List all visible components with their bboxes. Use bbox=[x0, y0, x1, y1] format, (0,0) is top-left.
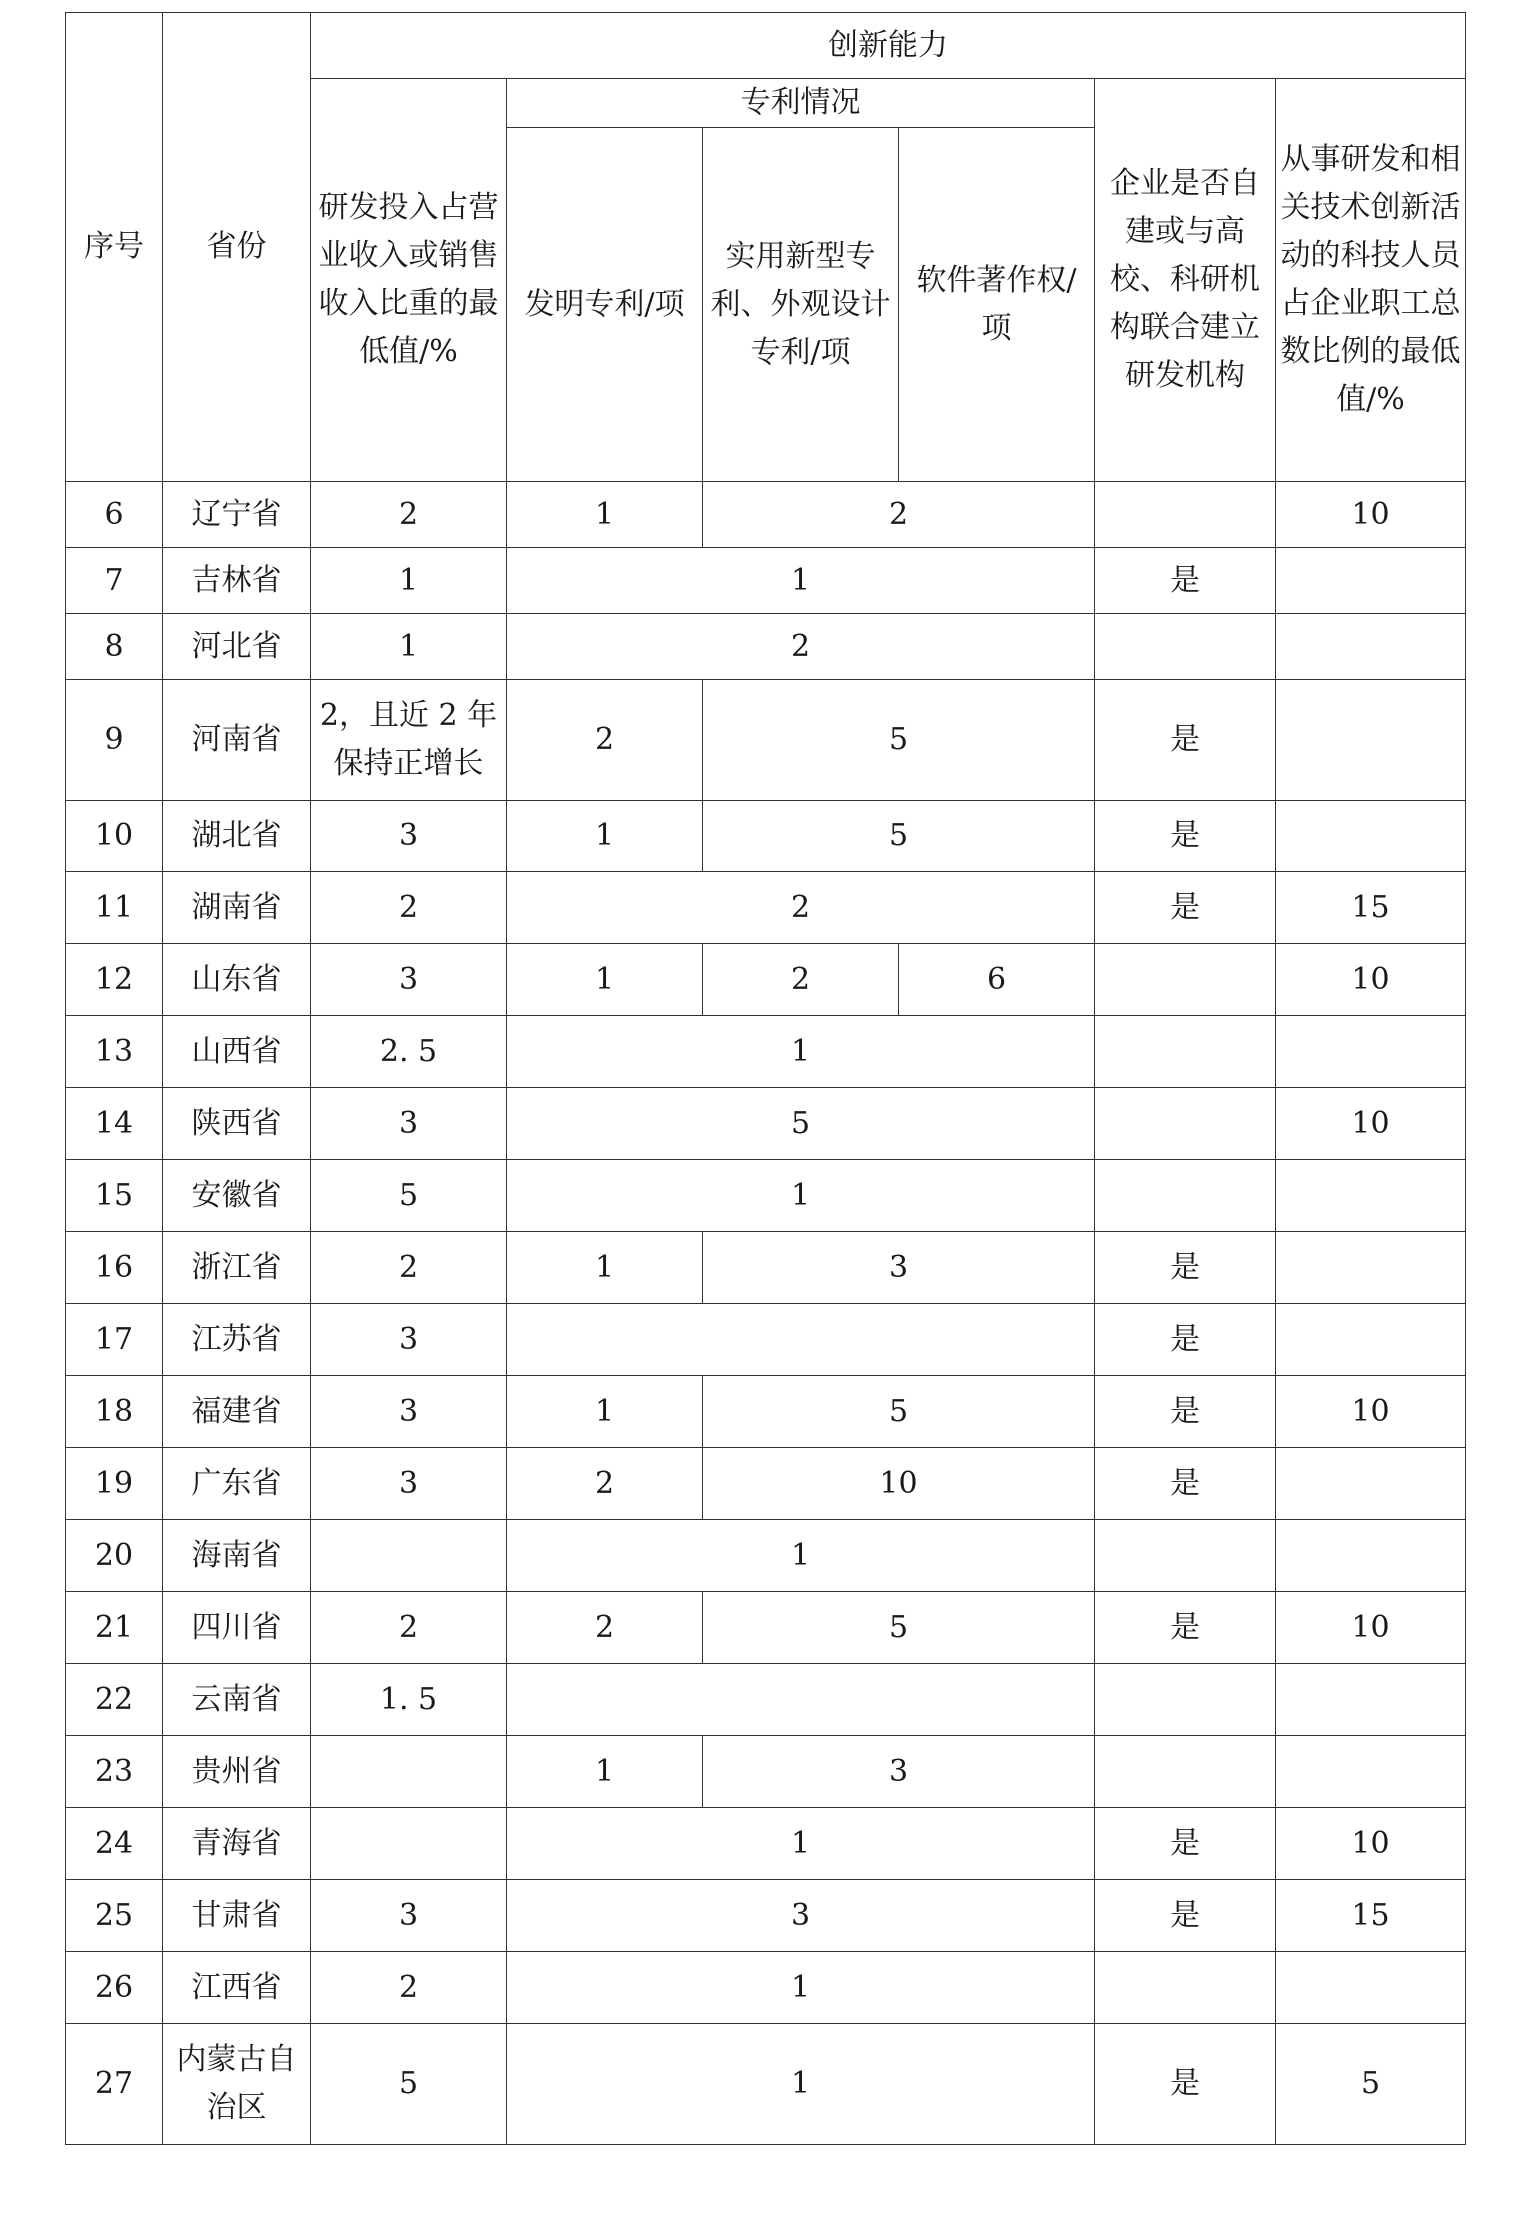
cell-utility_software: 10 bbox=[703, 1448, 1095, 1520]
cell-joint bbox=[1095, 1520, 1276, 1592]
cell-staff bbox=[1276, 1016, 1466, 1088]
cell-rd: 2，且近 2 年保持正增长 bbox=[311, 680, 507, 801]
cell-rd: 2 bbox=[311, 1232, 507, 1304]
cell-invention: 1 bbox=[507, 1736, 703, 1808]
cell-all_patents: 1 bbox=[507, 2024, 1095, 2145]
table-row bbox=[66, 2024, 1466, 2145]
cell-province: 山东省 bbox=[163, 944, 311, 1016]
cell-seq: 27 bbox=[66, 2024, 163, 2145]
table-row bbox=[66, 680, 1466, 801]
table-row bbox=[66, 1088, 1466, 1160]
cell-seq: 12 bbox=[66, 944, 163, 1016]
header-joint-rd: 企业是否自建或与高校、科研机构联合建立研发机构 bbox=[1095, 79, 1276, 482]
cell-staff bbox=[1276, 1952, 1466, 2024]
cell-utility_software: 5 bbox=[703, 1376, 1095, 1448]
cell-rd: 3 bbox=[311, 1304, 507, 1376]
table-row bbox=[66, 1160, 1466, 1232]
table-row bbox=[66, 1808, 1466, 1880]
cell-seq: 9 bbox=[66, 680, 163, 801]
cell-staff bbox=[1276, 1304, 1466, 1376]
cell-invention: 1 bbox=[507, 801, 703, 872]
cell-all_patents: 5 bbox=[507, 1088, 1095, 1160]
cell-utility_software: 5 bbox=[703, 680, 1095, 801]
cell-province: 广东省 bbox=[163, 1448, 311, 1520]
cell-rd: 5 bbox=[311, 1160, 507, 1232]
cell-joint bbox=[1095, 1088, 1276, 1160]
cell-rd: 3 bbox=[311, 1376, 507, 1448]
cell-seq: 18 bbox=[66, 1376, 163, 1448]
table-row bbox=[66, 1016, 1466, 1088]
cell-province: 贵州省 bbox=[163, 1736, 311, 1808]
cell-province: 云南省 bbox=[163, 1664, 311, 1736]
cell-province: 青海省 bbox=[163, 1808, 311, 1880]
cell-utility: 2 bbox=[703, 944, 899, 1016]
header-staff-ratio: 从事研发和相关技术创新活动的科技人员占企业职工总数比例的最低值/% bbox=[1276, 79, 1466, 482]
cell-joint: 是 bbox=[1095, 801, 1276, 872]
cell-seq: 17 bbox=[66, 1304, 163, 1376]
cell-staff bbox=[1276, 680, 1466, 801]
cell-province: 河北省 bbox=[163, 614, 311, 680]
cell-rd: 3 bbox=[311, 1088, 507, 1160]
cell-joint: 是 bbox=[1095, 2024, 1276, 2145]
cell-utility_software: 5 bbox=[703, 1592, 1095, 1664]
cell-joint: 是 bbox=[1095, 1880, 1276, 1952]
cell-utility_software: 2 bbox=[703, 482, 1095, 548]
cell-joint bbox=[1095, 614, 1276, 680]
header-patents: 专利情况 bbox=[507, 79, 1095, 128]
cell-staff: 10 bbox=[1276, 1376, 1466, 1448]
cell-joint: 是 bbox=[1095, 1448, 1276, 1520]
cell-seq: 7 bbox=[66, 548, 163, 614]
table-row bbox=[66, 482, 1466, 548]
cell-all_patents: 1 bbox=[507, 1160, 1095, 1232]
cell-joint bbox=[1095, 1736, 1276, 1808]
cell-invention: 1 bbox=[507, 482, 703, 548]
cell-seq: 26 bbox=[66, 1952, 163, 2024]
cell-province: 内蒙古自治区 bbox=[163, 2024, 311, 2145]
cell-utility_software: 3 bbox=[703, 1736, 1095, 1808]
cell-staff bbox=[1276, 801, 1466, 872]
header-utility: 实用新型专利、外观设计专利/项 bbox=[703, 128, 899, 482]
cell-seq: 24 bbox=[66, 1808, 163, 1880]
cell-province: 江西省 bbox=[163, 1952, 311, 2024]
cell-joint bbox=[1095, 1952, 1276, 2024]
cell-joint bbox=[1095, 1664, 1276, 1736]
cell-seq: 19 bbox=[66, 1448, 163, 1520]
cell-all_patents: 2 bbox=[507, 872, 1095, 944]
cell-province: 甘肃省 bbox=[163, 1880, 311, 1952]
cell-rd bbox=[311, 1808, 507, 1880]
cell-joint bbox=[1095, 944, 1276, 1016]
cell-staff bbox=[1276, 1160, 1466, 1232]
cell-all_patents: 3 bbox=[507, 1880, 1095, 1952]
cell-joint: 是 bbox=[1095, 1376, 1276, 1448]
cell-staff bbox=[1276, 1520, 1466, 1592]
innovation-table bbox=[65, 12, 1466, 2145]
cell-province: 湖南省 bbox=[163, 872, 311, 944]
table-row bbox=[66, 1736, 1466, 1808]
cell-invention: 2 bbox=[507, 680, 703, 801]
cell-province: 安徽省 bbox=[163, 1160, 311, 1232]
cell-province: 河南省 bbox=[163, 680, 311, 801]
cell-province: 海南省 bbox=[163, 1520, 311, 1592]
cell-rd: 3 bbox=[311, 944, 507, 1016]
cell-staff: 10 bbox=[1276, 1808, 1466, 1880]
cell-all_patents: 2 bbox=[507, 614, 1095, 680]
cell-all_patents bbox=[507, 1664, 1095, 1736]
table-row bbox=[66, 944, 1466, 1016]
cell-rd: 2 bbox=[311, 1592, 507, 1664]
cell-staff bbox=[1276, 548, 1466, 614]
cell-rd: 1. 5 bbox=[311, 1664, 507, 1736]
cell-province: 陕西省 bbox=[163, 1088, 311, 1160]
cell-utility_software: 3 bbox=[703, 1232, 1095, 1304]
cell-seq: 10 bbox=[66, 801, 163, 872]
cell-seq: 6 bbox=[66, 482, 163, 548]
header-software: 软件著作权/项 bbox=[899, 128, 1095, 482]
cell-joint: 是 bbox=[1095, 548, 1276, 614]
cell-joint: 是 bbox=[1095, 1592, 1276, 1664]
header-province: 省份 bbox=[163, 13, 311, 482]
cell-rd: 3 bbox=[311, 801, 507, 872]
cell-rd: 3 bbox=[311, 1880, 507, 1952]
cell-province: 四川省 bbox=[163, 1592, 311, 1664]
cell-seq: 23 bbox=[66, 1736, 163, 1808]
cell-joint bbox=[1095, 1160, 1276, 1232]
cell-staff: 15 bbox=[1276, 1880, 1466, 1952]
cell-invention: 1 bbox=[507, 944, 703, 1016]
cell-staff: 15 bbox=[1276, 872, 1466, 944]
cell-joint: 是 bbox=[1095, 872, 1276, 944]
cell-rd: 3 bbox=[311, 1448, 507, 1520]
table-row bbox=[66, 1664, 1466, 1736]
cell-invention: 1 bbox=[507, 1232, 703, 1304]
cell-joint: 是 bbox=[1095, 1232, 1276, 1304]
cell-staff bbox=[1276, 1232, 1466, 1304]
cell-rd: 2 bbox=[311, 1952, 507, 2024]
cell-invention: 1 bbox=[507, 1376, 703, 1448]
cell-staff bbox=[1276, 1448, 1466, 1520]
header-innovation: 创新能力 bbox=[311, 13, 1466, 79]
cell-software: 6 bbox=[899, 944, 1095, 1016]
cell-all_patents: 1 bbox=[507, 1808, 1095, 1880]
cell-joint: 是 bbox=[1095, 1808, 1276, 1880]
cell-rd: 1 bbox=[311, 548, 507, 614]
cell-joint bbox=[1095, 1016, 1276, 1088]
cell-invention: 2 bbox=[507, 1448, 703, 1520]
cell-seq: 8 bbox=[66, 614, 163, 680]
cell-seq: 22 bbox=[66, 1664, 163, 1736]
cell-seq: 20 bbox=[66, 1520, 163, 1592]
cell-joint bbox=[1095, 482, 1276, 548]
cell-seq: 25 bbox=[66, 1880, 163, 1952]
cell-rd: 2. 5 bbox=[311, 1016, 507, 1088]
table-row bbox=[66, 1376, 1466, 1448]
header-seq: 序号 bbox=[66, 13, 163, 482]
header-invention: 发明专利/项 bbox=[507, 128, 703, 482]
table-row bbox=[66, 1952, 1466, 2024]
cell-all_patents: 1 bbox=[507, 1520, 1095, 1592]
cell-rd bbox=[311, 1520, 507, 1592]
cell-seq: 14 bbox=[66, 1088, 163, 1160]
cell-all_patents: 1 bbox=[507, 1016, 1095, 1088]
table-row bbox=[66, 614, 1466, 680]
cell-province: 江苏省 bbox=[163, 1304, 311, 1376]
cell-province: 湖北省 bbox=[163, 801, 311, 872]
cell-invention: 2 bbox=[507, 1592, 703, 1664]
table-row bbox=[66, 1448, 1466, 1520]
cell-province: 福建省 bbox=[163, 1376, 311, 1448]
cell-rd: 1 bbox=[311, 614, 507, 680]
cell-province: 辽宁省 bbox=[163, 482, 311, 548]
table-row bbox=[66, 1592, 1466, 1664]
cell-staff: 5 bbox=[1276, 2024, 1466, 2145]
cell-staff bbox=[1276, 1736, 1466, 1808]
cell-province: 吉林省 bbox=[163, 548, 311, 614]
table-row bbox=[66, 1880, 1466, 1952]
table-row bbox=[66, 548, 1466, 614]
cell-seq: 15 bbox=[66, 1160, 163, 1232]
table-row bbox=[66, 1304, 1466, 1376]
table-row bbox=[66, 801, 1466, 872]
cell-utility_software: 5 bbox=[703, 801, 1095, 872]
cell-seq: 16 bbox=[66, 1232, 163, 1304]
table-row bbox=[66, 872, 1466, 944]
table-row bbox=[66, 1520, 1466, 1592]
cell-rd: 2 bbox=[311, 482, 507, 548]
cell-all_patents bbox=[507, 1304, 1095, 1376]
cell-joint: 是 bbox=[1095, 1304, 1276, 1376]
cell-seq: 11 bbox=[66, 872, 163, 944]
cell-all_patents: 1 bbox=[507, 548, 1095, 614]
table-row bbox=[66, 1232, 1466, 1304]
cell-all_patents: 1 bbox=[507, 1952, 1095, 2024]
cell-staff: 10 bbox=[1276, 1088, 1466, 1160]
cell-province: 山西省 bbox=[163, 1016, 311, 1088]
cell-seq: 21 bbox=[66, 1592, 163, 1664]
cell-seq: 13 bbox=[66, 1016, 163, 1088]
cell-rd bbox=[311, 1736, 507, 1808]
cell-staff: 10 bbox=[1276, 944, 1466, 1016]
cell-rd: 2 bbox=[311, 872, 507, 944]
cell-staff bbox=[1276, 1664, 1466, 1736]
cell-staff bbox=[1276, 614, 1466, 680]
cell-staff: 10 bbox=[1276, 482, 1466, 548]
cell-province: 浙江省 bbox=[163, 1232, 311, 1304]
cell-joint: 是 bbox=[1095, 680, 1276, 801]
cell-rd: 5 bbox=[311, 2024, 507, 2145]
header-rd-ratio: 研发投入占营业收入或销售收入比重的最低值/% bbox=[311, 79, 507, 482]
cell-staff: 10 bbox=[1276, 1592, 1466, 1664]
